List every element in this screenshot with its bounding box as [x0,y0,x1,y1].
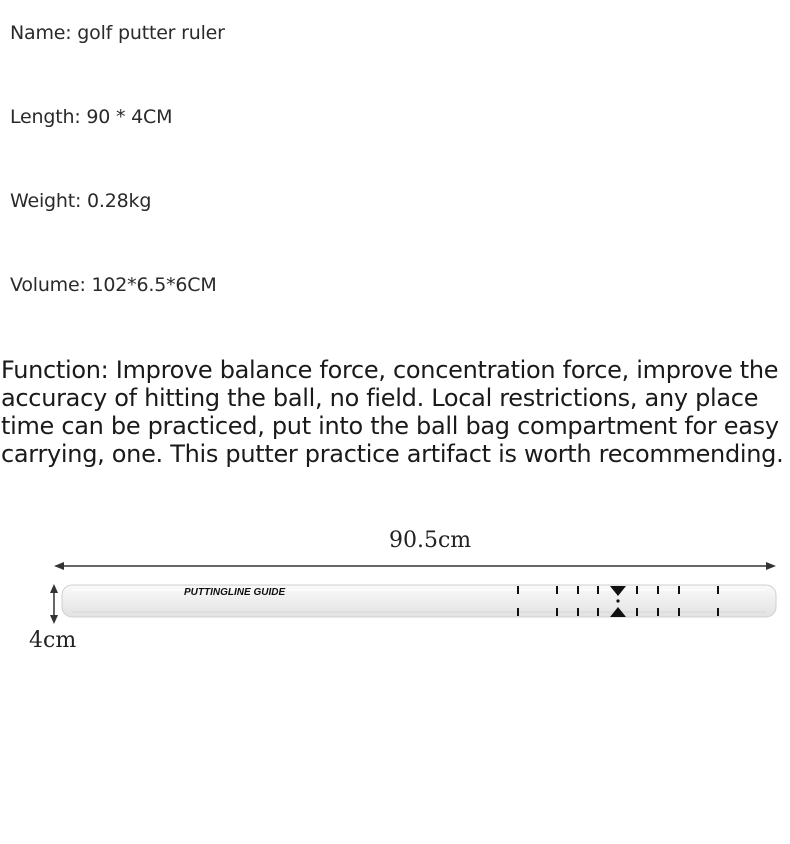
function-description: Function: Improve balance force, concentration force, improve the accuracy of hitting the ball, no field. Local restrictions, any place time can be practiced, put into the ball bag compartment for easy carrying, one. This putter practice artifact is worth recommending. [1,356,784,468]
ruler-label: PUTTINGLINE GUIDE [184,587,286,598]
width-dimension-label: 90.5cm [389,528,472,553]
width-dimension-arrow [54,562,776,570]
spec-length: Length: 90 * 4CM [10,106,173,128]
spec-weight: Weight: 0.28kg [10,190,152,212]
spec-volume: Volume: 102*6.5*6CM [10,274,217,296]
height-dimension-arrow [50,584,58,624]
spec-name: Name: golf putter ruler [10,22,225,44]
height-dimension-label: 4cm [29,628,77,653]
